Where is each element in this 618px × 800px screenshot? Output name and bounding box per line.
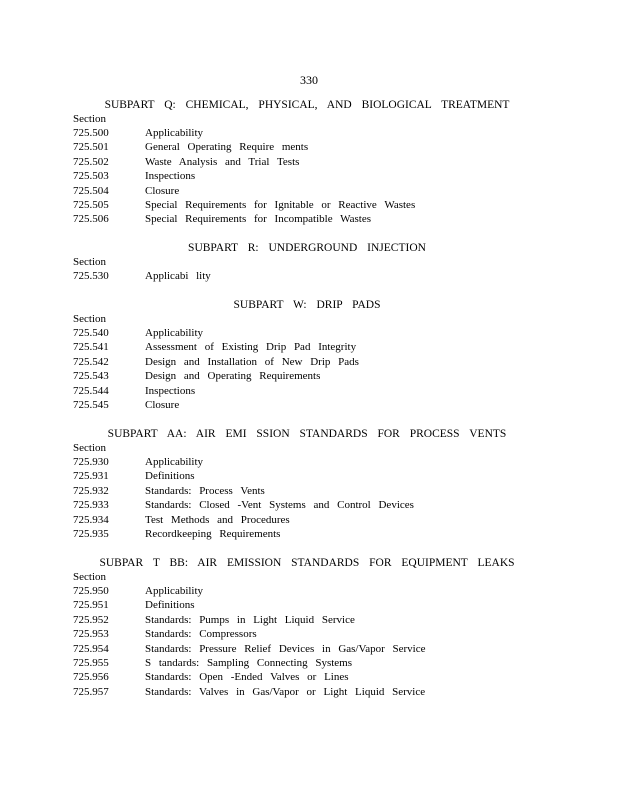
section-row xyxy=(60,155,554,169)
section-number: 725.931 xyxy=(73,470,109,483)
section-number: 725.541 xyxy=(73,341,109,354)
section-label: Section xyxy=(73,571,106,583)
subpart-r xyxy=(60,241,554,283)
section-row xyxy=(60,527,554,541)
section-number: 725.956 xyxy=(73,671,109,684)
section-label: Section xyxy=(73,442,106,454)
section-title: Applicability xyxy=(145,585,204,597)
section-row xyxy=(60,598,554,612)
section-title: Design and Installation of New Drip Pads xyxy=(145,355,359,368)
section-title: Standards: Open -Ended Valves or Lines xyxy=(145,671,349,684)
section-row xyxy=(60,369,554,383)
section-title: Standards: Pumps in Light Liquid Service xyxy=(145,613,355,626)
section-row xyxy=(60,326,554,340)
section-row xyxy=(60,398,554,412)
section-title: Test Methods and Procedures xyxy=(145,513,290,526)
subpart-title: SUBPART AA: AIR EMI SSION STANDARDS FOR PROCESS VENTS xyxy=(107,428,507,440)
section-number: 725.506 xyxy=(73,213,109,226)
section-number: 725.540 xyxy=(73,327,109,339)
section-number: 725.951 xyxy=(73,599,109,612)
subpart-title: SUBPART W: DRIP PADS xyxy=(233,299,381,311)
section-title: Design and Operating Requirements xyxy=(145,370,321,383)
section-number: 725.544 xyxy=(73,384,109,397)
section-number: 725.957 xyxy=(73,685,109,698)
section-number: 725.932 xyxy=(73,484,109,497)
section-row xyxy=(60,126,554,140)
section-title: Standards: Closed -Vent Systems and Control Devices xyxy=(145,499,414,512)
section-number: 725.501 xyxy=(73,141,109,154)
section-row xyxy=(60,355,554,369)
section-title: Applicabi lity xyxy=(145,270,211,282)
section-title: Assessment of Existing Drip Pad Integrity xyxy=(145,341,357,354)
section-row xyxy=(60,198,554,212)
section-number: 725.500 xyxy=(73,127,109,139)
section-number: 725.955 xyxy=(73,656,109,669)
subpart-q xyxy=(60,98,554,227)
subpart-w xyxy=(60,298,554,412)
section-title: Inspections xyxy=(145,384,196,397)
section-row xyxy=(60,670,554,684)
section-title: Closure xyxy=(145,184,180,197)
section-number: 725.505 xyxy=(73,198,109,211)
section-title: Standards: Process Vents xyxy=(145,484,265,497)
section-title: Closure xyxy=(145,398,180,411)
section-title: Standards: Pressure Relief Devices in Gas/Vapor Service xyxy=(145,642,426,655)
section-row xyxy=(60,140,554,154)
section-number: 725.935 xyxy=(73,527,109,540)
section-number: 725.504 xyxy=(73,184,109,197)
section-row xyxy=(60,169,554,183)
section-title: General Operating Require ments xyxy=(145,141,309,154)
section-number: 725.950 xyxy=(73,585,109,597)
subpart-title: SUBPART Q: CHEMICAL, PHYSICAL, AND BIOLOGICAL TREATMENT xyxy=(104,99,510,111)
section-row xyxy=(60,627,554,641)
section-title: Definitions xyxy=(145,470,195,483)
section-row xyxy=(60,384,554,398)
section-row xyxy=(60,642,554,656)
section-row xyxy=(60,184,554,198)
section-title: Applicability xyxy=(145,127,204,139)
section-row xyxy=(60,340,554,354)
section-row xyxy=(60,469,554,483)
section-row xyxy=(60,656,554,670)
section-row xyxy=(60,212,554,226)
section-title: Definitions xyxy=(145,599,195,612)
section-title: Special Requirements for Incompatible Wastes xyxy=(145,213,372,226)
section-number: 725.933 xyxy=(73,499,109,512)
section-title: Inspections xyxy=(145,170,196,183)
subpart-bb xyxy=(60,556,554,699)
section-label: Section xyxy=(73,313,106,325)
section-number: 725.542 xyxy=(73,355,109,368)
section-number: 725.530 xyxy=(73,270,109,282)
section-row xyxy=(60,584,554,598)
section-number: 725.954 xyxy=(73,642,109,655)
section-row xyxy=(60,498,554,512)
section-number: 725.545 xyxy=(73,398,109,411)
section-row xyxy=(60,269,554,283)
section-title: Standards: Valves in Gas/Vapor or Light Liquid Service xyxy=(145,685,426,698)
section-label: Section xyxy=(73,256,106,268)
section-row xyxy=(60,685,554,699)
section-title: S tandards: Sampling Connecting Systems xyxy=(145,656,352,669)
section-number: 725.503 xyxy=(73,170,109,183)
section-number: 725.952 xyxy=(73,613,109,626)
section-row xyxy=(60,455,554,469)
section-title: Waste Analysis and Trial Tests xyxy=(145,155,300,168)
section-title: Standards: Compressors xyxy=(145,628,257,641)
section-title: Special Requirements for Ignitable or Reactive Wastes xyxy=(145,198,416,211)
subpart-title: SUBPAR T BB: AIR EMISSION STANDARDS FOR EQUIPMENT LEAKS xyxy=(99,557,515,569)
section-title: Recordkeeping Requirements xyxy=(145,527,281,540)
section-number: 725.930 xyxy=(73,456,109,468)
section-row xyxy=(60,613,554,627)
section-title: Applicability xyxy=(145,327,204,339)
subpart-aa xyxy=(60,427,554,541)
section-number: 725.934 xyxy=(73,513,109,526)
section-row xyxy=(60,484,554,498)
section-number: 725.502 xyxy=(73,155,109,168)
section-number: 725.953 xyxy=(73,628,109,641)
section-row xyxy=(60,513,554,527)
subpart-title: SUBPART R: UNDERGROUND INJECTION xyxy=(188,242,426,254)
section-label: Section xyxy=(73,113,106,125)
section-title: Applicability xyxy=(145,456,204,468)
page-number: 330 xyxy=(300,73,318,87)
section-number: 725.543 xyxy=(73,370,109,383)
